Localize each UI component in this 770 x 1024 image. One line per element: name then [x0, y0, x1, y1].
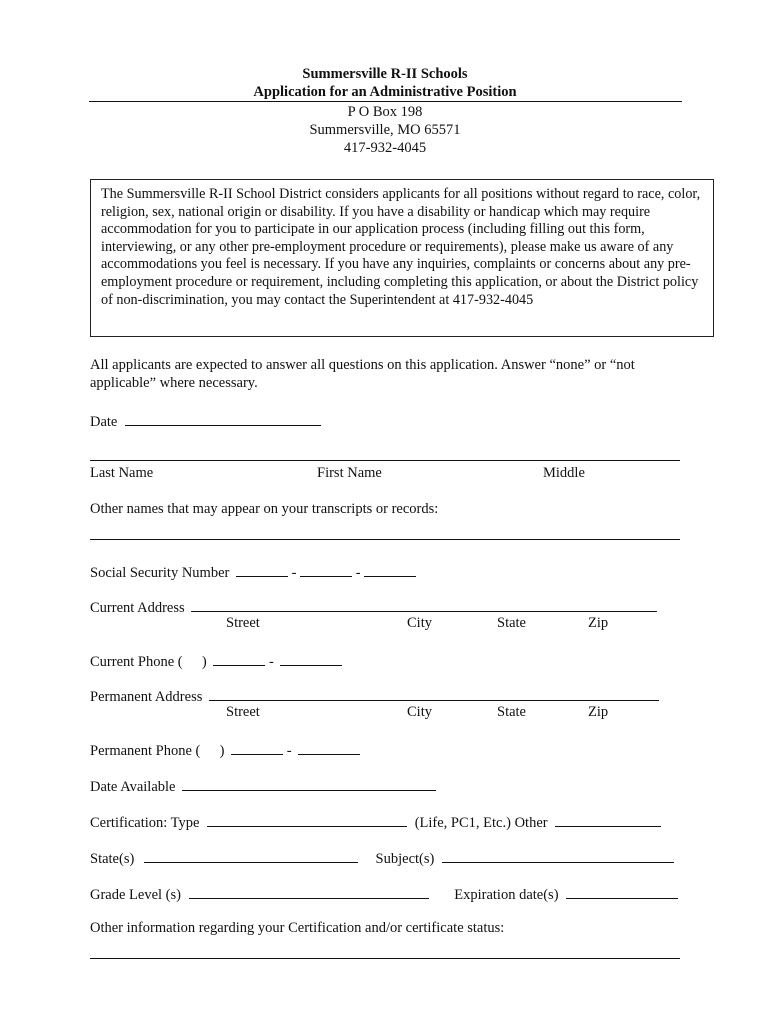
date-field[interactable]: [125, 411, 321, 426]
permanent-phone-row: [90, 740, 360, 760]
permanent-phone-line-field[interactable]: [298, 740, 360, 755]
date-label: Date: [90, 414, 118, 430]
last-name-label: Last Name: [90, 465, 154, 481]
grade-level-label: Grade Level (s): [90, 887, 181, 903]
address-line-2: Summersville, MO 65571: [309, 122, 461, 138]
ssn-part-1-field[interactable]: [236, 562, 288, 577]
ssn-dash-2: -: [355, 565, 361, 581]
current-phone-dash: -: [268, 654, 274, 670]
current-phone-row: [90, 651, 342, 671]
current-state-label: State: [497, 615, 526, 631]
other-names-label: Other names that may appear on your transcripts or records:: [90, 501, 439, 517]
states-field[interactable]: [144, 848, 358, 863]
subjects-field[interactable]: [442, 848, 674, 863]
subjects-label: Subject(s): [375, 851, 435, 867]
other-names-field[interactable]: [90, 539, 680, 540]
certification-other-field[interactable]: [555, 812, 661, 827]
current-address-field[interactable]: [191, 597, 657, 612]
permanent-zip-label: Zip: [588, 704, 609, 720]
date-available-label: Date Available: [90, 779, 176, 795]
header-phone: 417-932-4045: [343, 140, 427, 156]
header-rule: [89, 101, 682, 102]
certification-row: [90, 812, 661, 832]
certification-type-note: (Life, PC1, Etc.) Other: [414, 815, 548, 831]
permanent-phone-dash: -: [286, 743, 292, 759]
other-info-field[interactable]: [90, 958, 680, 959]
permanent-address-field[interactable]: [209, 686, 659, 701]
states-subjects-row: [90, 848, 674, 868]
permanent-street-label: Street: [226, 704, 260, 720]
middle-name-label: Middle: [543, 465, 585, 481]
current-street-label: Street: [226, 615, 260, 631]
date-available-row: [90, 776, 436, 796]
address-line-1: P O Box 198: [347, 104, 423, 120]
other-info-label: Other information regarding your Certification and/or certificate status:: [90, 920, 505, 936]
ssn-row: [90, 562, 416, 582]
name-field[interactable]: [90, 460, 680, 461]
ssn-dash-1: -: [291, 565, 297, 581]
permanent-phone-prefix-field[interactable]: [231, 740, 283, 755]
grade-level-field[interactable]: [189, 884, 429, 899]
certification-type-label: Certification: Type: [90, 815, 200, 831]
grade-expiration-row: [90, 884, 678, 904]
current-address-label: Current Address: [90, 600, 185, 616]
non-discrimination-notice: The Summersville R-II School District considers applicants for all positions without regard to race, color, religion, sex, national origin or disability. If you have a disability or handicap which may require accommodation for you to participate in our application process (including filling out this form, interviewing, or any other pre-employment procedure or requirements), please make us aware of any accommodations you feel is necessary. If you have any inquiries, complaints or concerns about any pre-employment procedure or requirement, including completing this application, or about the District policy of non-discrimination, you may contact the Superintendent at 417-932-4045: [90, 179, 714, 337]
current-phone-prefix-field[interactable]: [213, 651, 265, 666]
current-address-row: [90, 597, 657, 617]
ssn-part-2-field[interactable]: [300, 562, 352, 577]
form-title: Application for an Administrative Position: [253, 84, 517, 100]
date-row: [90, 411, 321, 431]
certification-type-field[interactable]: [207, 812, 407, 827]
permanent-city-label: City: [407, 704, 432, 720]
states-label: State(s): [90, 851, 135, 867]
instructions: All applicants are expected to answer all questions on this application. Answer “none” or “not applicable” where necessary.: [90, 357, 635, 391]
expiration-label: Expiration date(s): [454, 887, 559, 903]
permanent-address-label: Permanent Address: [90, 689, 203, 705]
date-available-field[interactable]: [182, 776, 436, 791]
current-zip-label: Zip: [588, 615, 609, 631]
permanent-state-label: State: [497, 704, 526, 720]
permanent-phone-paren: ): [219, 743, 225, 759]
ssn-label: Social Security Number: [90, 565, 230, 581]
permanent-address-row: [90, 686, 659, 706]
permanent-phone-label: Permanent Phone (: [90, 743, 201, 759]
current-phone-line-field[interactable]: [280, 651, 342, 666]
ssn-part-3-field[interactable]: [364, 562, 416, 577]
current-city-label: City: [407, 615, 432, 631]
expiration-field[interactable]: [566, 884, 678, 899]
current-phone-label: Current Phone (: [90, 654, 183, 670]
school-name: Summersville R-II Schools: [302, 66, 468, 82]
first-name-label: First Name: [317, 465, 382, 481]
current-phone-paren: ): [201, 654, 207, 670]
